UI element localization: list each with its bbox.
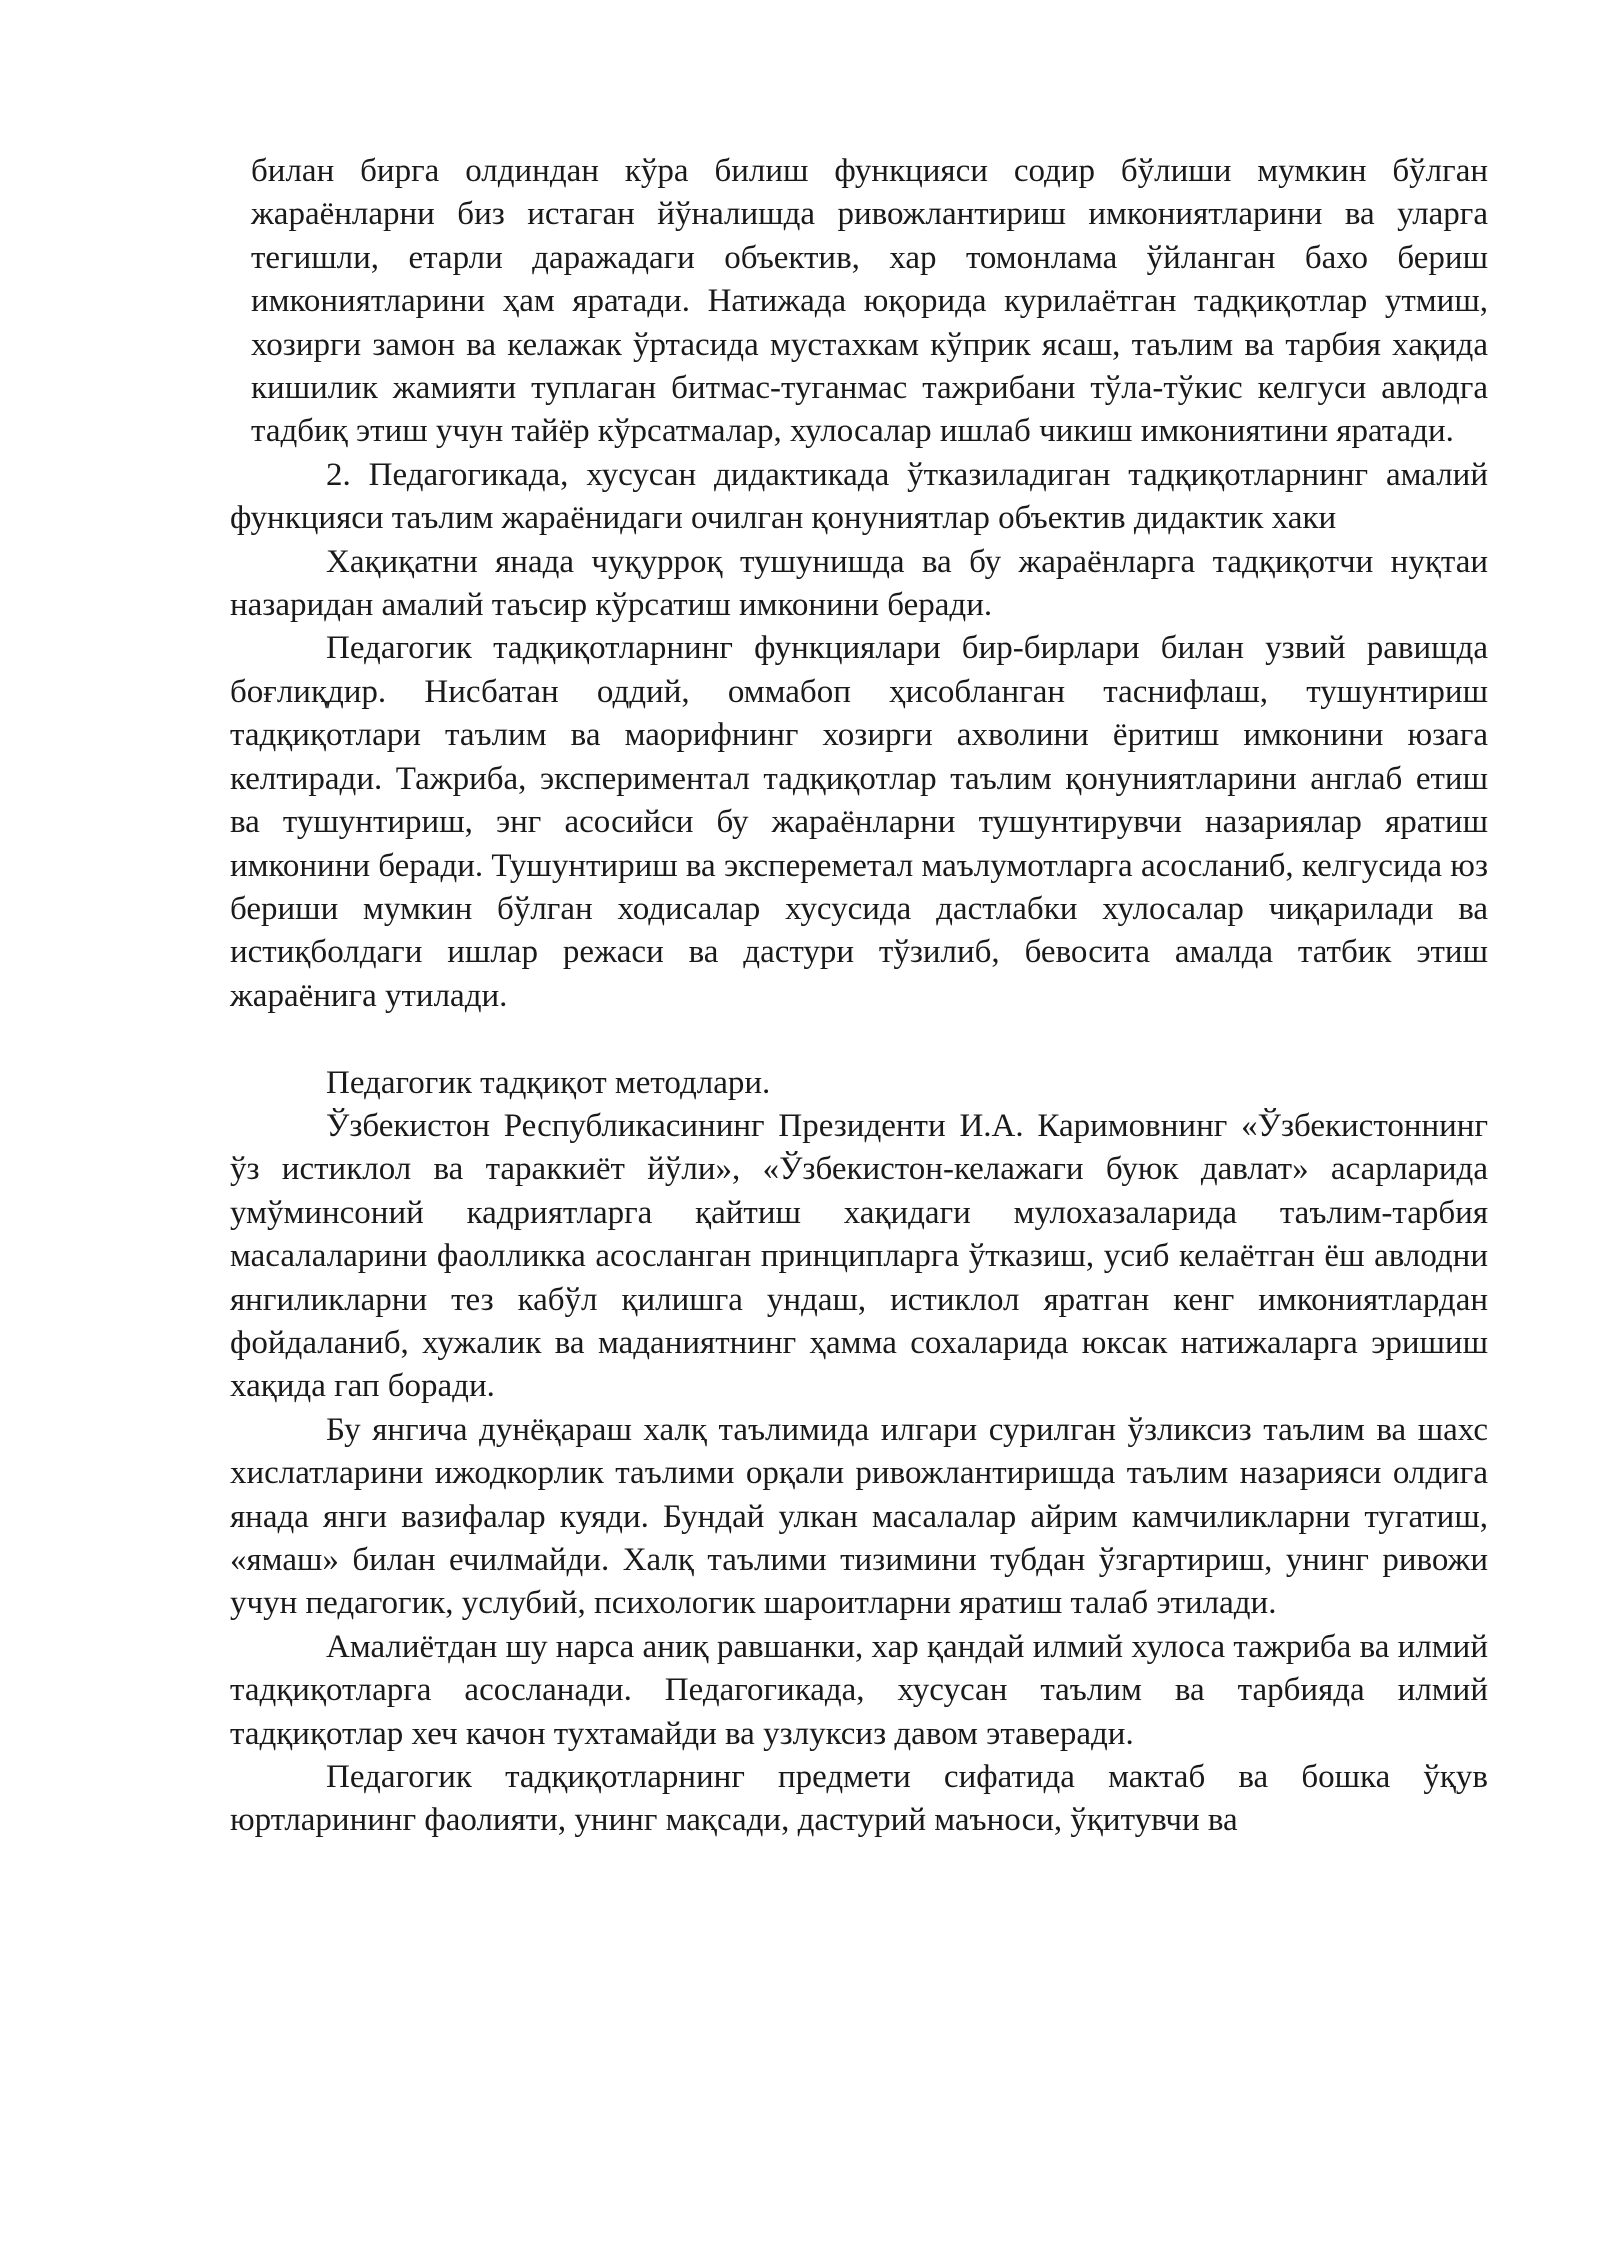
paragraph-list-continuation: билан бирга олдиндан кўра билиш функцияси содир бўлиши мумкин бўлган жараёнларни биз истаган йўналишда ривожлантириш имкониятларини ва уларга тегишли, етарли даражадаги объектив, хар томонлама ўйланган бахо бериш имкониятларини ҳам яратади. Натижада юқорида курилаётган тадқиқотлар утмиш, хозирги замон ва келажак ўртасида мустахкам кўприк ясаш, таълим ва тарбия хақида кишилик жамияти туплаган битмас-туганмас тажрибани тўла-тўкис келгуси авлодга тадбиқ этиш учун тайёр кўрсатмалар, хулосалар ишлаб чикиш имкониятини яратади. — [251, 153, 1488, 450]
paragraph: Ўзбекистон Республикасининг Президенти И.А. Каримовнинг «Ўзбекистоннинг ўз истиклол ва тараккиёт йўли», «Ўзбекистон-келажаги буюк давлат» асарларида умўминсоний кадриятларга қайтиш хақидаги мулохазаларида таълим-тарбия масалаларини фаолликка асосланган принципларга ўтказиш, усиб келаётган ёш авлодни янгиликларни тез кабўл қилишга ундаш, истиклол яратган кенг имкониятлардан фойдаланиб, хужалик ва маданиятнинг ҳамма сохаларида юксак натижаларга эришиш хақида гап боради. — [230, 1107, 1488, 1405]
paragraph: Бу янгича дунёқараш халқ таълимида илгари сурилган ўзликсиз таълим ва шахс хислатларини ижодкорлик таълими орқали ривожлантиришда таълим назарияси олдига янада янги вазифалар куяди. Бундай улкан масалалар айрим камчиликларни тугатиш, «ямаш» билан ечилмайди. Халқ таълими тизимини тубдан ўзгартириш, унинг ривожи учун педагогик, услубий, психологик шароитларни яратиш талаб этилади. — [230, 1411, 1488, 1622]
section-heading: Педагогик тадқиқот методлари. — [326, 1064, 771, 1101]
paragraph: Хақиқатни янада чуқурроқ тушунишда ва бу жараёнларга тадқиқотчи нуқтаи назаридан амалий таъсир кўрсатиш имконини беради. — [230, 543, 1488, 624]
paragraph: Педагогик тадқиқотларнинг предмети сифатида мактаб ва бошка ўқув юртларининг фаолияти, унинг мақсади, дастурий маъноси, ўқитувчи ва — [230, 1759, 1488, 1839]
paragraph: Педагогик тадқиқотларнинг функциялари бир-бирлари билан узвий равишда боғлиқдир. Нисбатан оддий, оммабоп ҳисобланган таснифлаш, тушунтириш тадқиқотлари таълим ва маорифнинг хозирги ахволини ёритиш имконини юзага келтиради. Тажриба, экспериментал тадқиқотлар таълим қонуниятларини англаб етиш ва тушунтириш, энг асосийси бу жараёнларни тушунтирувчи назариялар яратиш имконини беради. Тушунтириш ва экспереметал маълумотларга асосланиб, келгусида юз бериши мумкин бўлган ходисалар хусусида дастлабки хулосалар чиқарилади ва истиқболдаги ишлар режаси ва дастури тўзилиб, бевосита амалда татбик этиш жараёнига утилади. — [230, 630, 1488, 1014]
blank-line — [230, 1018, 1488, 1061]
paragraph-list-item-2: 2. Педагогикада, хусусан дидактикада ўтказиладиган тадқиқотларнинг амалий функцияси таълим жараёнидаги очилган қонуниятлар объектив дидактик хаки — [230, 456, 1488, 537]
document-body — [230, 150, 1488, 1843]
paragraph: Амалиётдан шу нарса аниқ равшанки, хар қандай илмий хулоса тажриба ва илмий тадқиқотларга асосланади. Педагогикада, хусусан таълим ва тарбияда илмий тадқиқотлар хеч качон тухтамайди ва узлуксиз давом этаверади. — [230, 1628, 1488, 1752]
